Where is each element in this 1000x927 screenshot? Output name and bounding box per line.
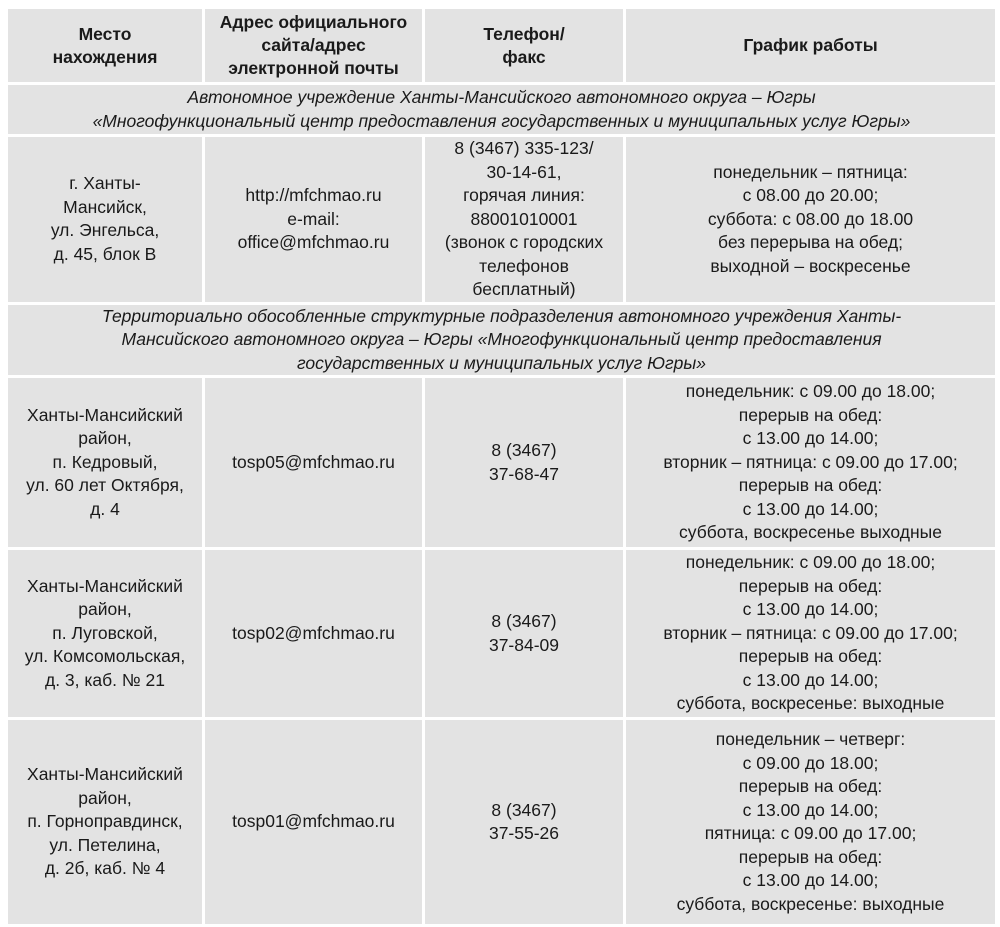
branch-email (204, 719, 424, 926)
section-title-main: Автономное учреждение Ханты-Мансийского автономного округа – Югры «Многофункциональный центр предоставления государственных и муниципальных услуг Югры» (7, 84, 997, 136)
branch-phone: 8 (3467) 37-55-26 (424, 719, 625, 926)
section-row-main (7, 84, 997, 136)
table-row-main-office (7, 136, 997, 304)
offices-table (5, 6, 998, 927)
main-office-location: г. Ханты- Мансийск, ул. Энгельса, д. 45, блок В (7, 136, 204, 304)
branch-schedule: понедельник: с 09.00 до 18.00; перерыв на обед: с 13.00 до 14.00; вторник – пятница: с 09.00 до 17.00; перерыв на обед: с 13.00 до 14.00; суббота, воскресенье выходные (625, 377, 997, 549)
branch-email (204, 549, 424, 719)
header-website: Адрес официального сайта/адрес электронной почты (204, 8, 424, 84)
email-link[interactable]: tosp05@mfchmao.ru (232, 451, 395, 472)
email-link[interactable]: office@mfchmao.ru (237, 232, 390, 252)
section-title-branches: Территориально обособленные структурные подразделения автономного учреждения Ханты- Мансийского автономного округа – Югры «Многофункциональный центр предоставления государственных и муниципальных услуг Югры» (7, 303, 997, 377)
branch-location: Ханты-Мансийский район, п. Луговской, ул. Комсомольская, д. 3, каб. № 21 (7, 549, 204, 719)
email-link[interactable]: tosp02@mfchmao.ru (232, 622, 395, 643)
header-row (7, 8, 997, 84)
branch-schedule: понедельник – четверг: с 09.00 до 18.00; перерыв на обед: с 13.00 до 14.00; пятница: с 09.00 до 17.00; перерыв на обед: с 13.00 до 14.00; суббота, воскресенье: выходные (625, 719, 997, 926)
website-link[interactable]: http://mfchmao.ru (245, 185, 382, 205)
header-schedule: График работы (625, 8, 997, 84)
main-office-schedule: понедельник – пятница: с 08.00 до 20.00; суббота: с 08.00 до 18.00 без перерыва на обед; выходной – воскресенье (625, 136, 997, 304)
header-location: Место нахождения (7, 8, 204, 84)
header-phone: Телефон/ факс (424, 8, 625, 84)
email-link[interactable]: tosp01@mfchmao.ru (232, 811, 395, 832)
branch-email (204, 377, 424, 549)
table-row-branch (7, 377, 997, 549)
branch-location: Ханты-Мансийский район, п. Горноправдинск, ул. Петелина, д. 2б, каб. № 4 (7, 719, 204, 926)
branch-schedule: понедельник: с 09.00 до 18.00; перерыв на обед: с 13.00 до 14.00; вторник – пятница: с 09.00 до 17.00; перерыв на обед: с 13.00 до 14.00; суббота, воскресенье: выходные (625, 549, 997, 719)
branch-phone: 8 (3467) 37-68-47 (424, 377, 625, 549)
main-office-website: http://mfchmao.ru e-mail: office@mfchmao.ru (204, 136, 424, 304)
main-office-phone: 8 (3467) 335-123/ 30-14-61, горячая линия: 88001010001 (звонок с городских телефонов бесплатный) (424, 136, 625, 304)
table-row-branch (7, 719, 997, 926)
section-row-branches (7, 303, 997, 377)
table-row-branch (7, 549, 997, 719)
branch-location: Ханты-Мансийский район, п. Кедровый, ул. 60 лет Октября, д. 4 (7, 377, 204, 549)
branch-phone: 8 (3467) 37-84-09 (424, 549, 625, 719)
